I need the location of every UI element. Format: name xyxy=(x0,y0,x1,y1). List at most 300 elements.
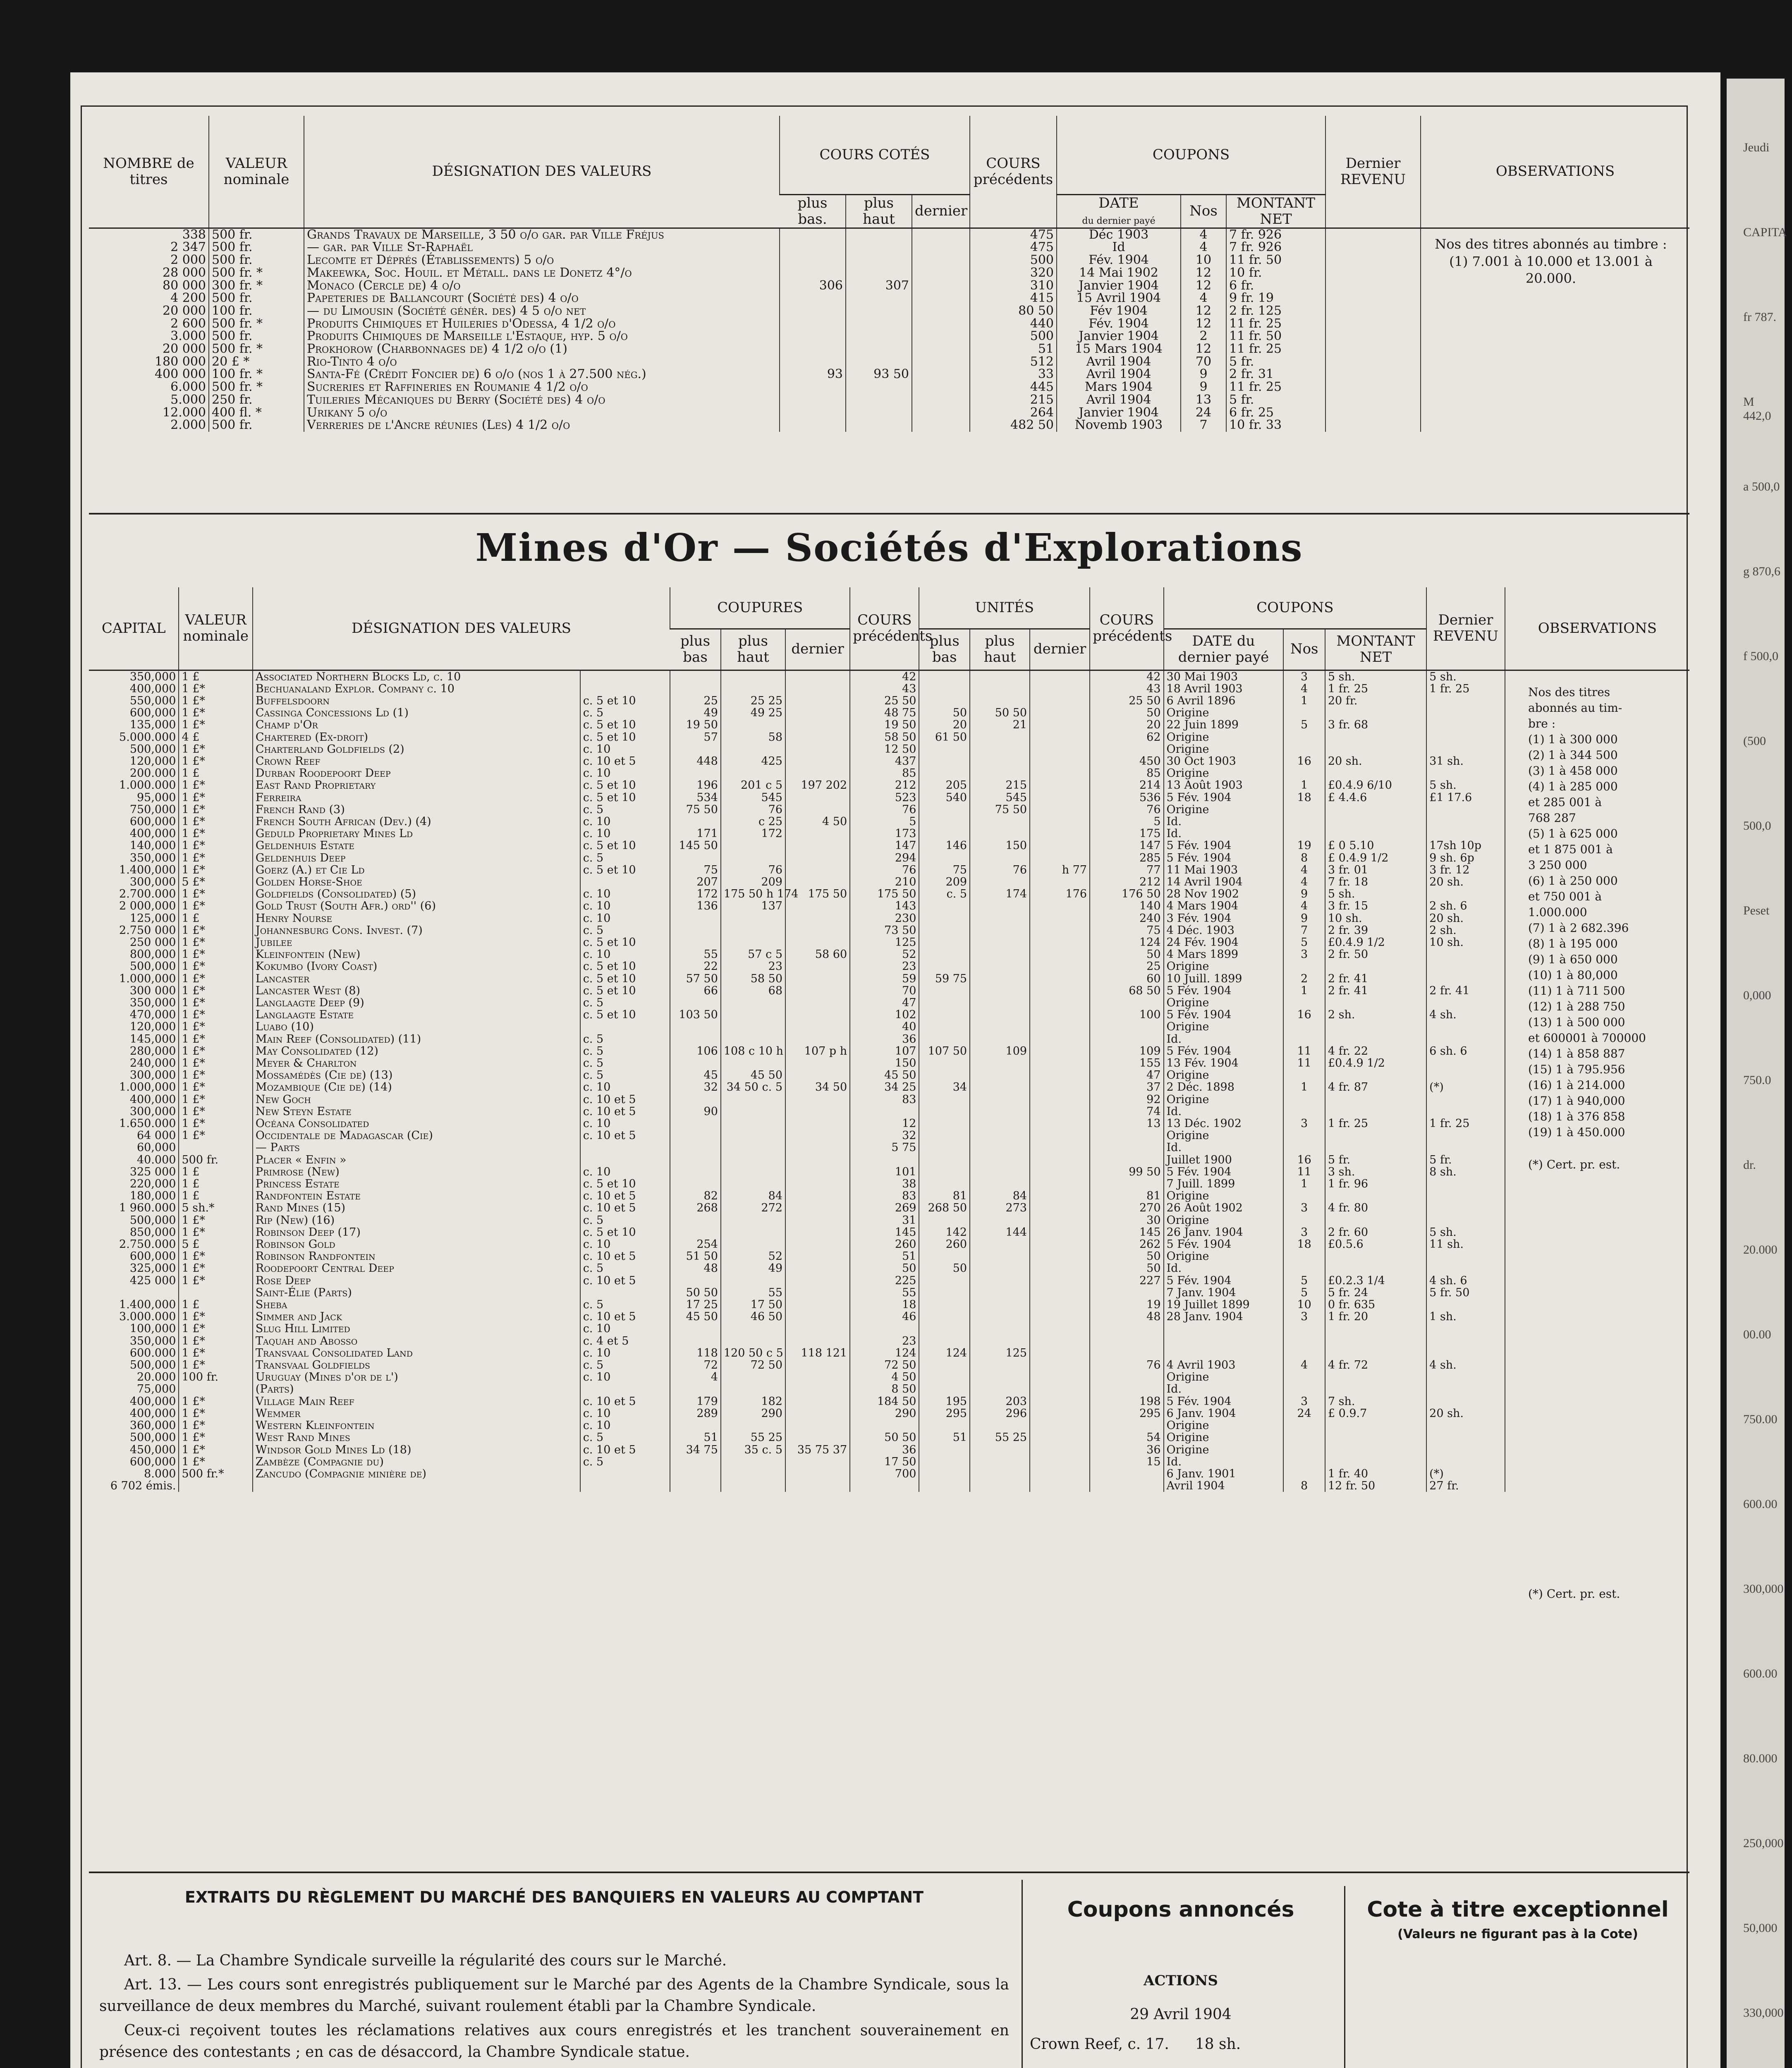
cell-revenu xyxy=(1426,997,1505,1009)
cell-plus-haut xyxy=(846,228,912,241)
cell-coupures-dernier xyxy=(785,1299,850,1311)
cell-valeur: 1 £* xyxy=(179,1262,252,1274)
cell-capital: 600,000 xyxy=(129,815,176,828)
cell-unites-plus-bas xyxy=(919,1299,970,1311)
cell-valeur: 1 £* xyxy=(179,900,252,912)
cell-revenu xyxy=(1325,381,1421,394)
cell-cours-precedents: 34 25 xyxy=(850,1081,919,1093)
cote-exceptionnel xyxy=(1352,1894,1683,1944)
cell-cours-precedents: 58 50 xyxy=(850,731,919,743)
cell-coupures-plus-bas: 103 50 xyxy=(670,1009,721,1021)
cell-unites-plus-bas xyxy=(919,1118,970,1130)
cell-coupures-plus-bas: 22 xyxy=(670,960,721,972)
cell-coupures-plus-bas: 136 xyxy=(670,900,721,912)
cell-designation: Taquah and Abosso xyxy=(253,1335,580,1347)
strip-word: 600.00 xyxy=(1743,1667,1778,1680)
cell-unites-dernier xyxy=(1030,912,1090,924)
table-row xyxy=(89,381,1689,394)
cell-cours-precedents: 225 xyxy=(850,1275,919,1287)
cell-designation: Geldenhuis Deep xyxy=(253,852,580,864)
cell-cours-precedents: 32 xyxy=(850,1130,919,1142)
cell-revenu xyxy=(1426,804,1505,816)
cell-montant: 7 fr. 18 xyxy=(1325,876,1426,888)
cell-cours-precedents-2 xyxy=(1090,1130,1163,1142)
cell-unites-plus-haut xyxy=(970,1383,1030,1395)
cell-revenu: 1 fr. 25 xyxy=(1426,683,1505,695)
cell-coupure-type: c. 10 xyxy=(580,828,670,840)
cell-montant: £ 4.4.6 xyxy=(1325,792,1426,804)
cell-unites-plus-haut xyxy=(970,1275,1030,1287)
cell-valeur: 1 £* xyxy=(179,936,252,948)
cell-cours-precedents-2: 227 xyxy=(1090,1275,1163,1287)
cell-valeur: 1 £* xyxy=(179,1118,252,1130)
cell-capital: 325 000 xyxy=(129,1165,176,1178)
cell-unites-plus-bas xyxy=(919,936,970,948)
cell-montant xyxy=(1325,997,1426,1009)
cell-date: 5 Fév. 1904 xyxy=(1164,1395,1284,1407)
cell-revenu xyxy=(1426,1057,1505,1069)
cell-designation: Kokumbo (Ivory Coast) xyxy=(253,960,580,972)
table-row xyxy=(89,1250,1689,1262)
strip-word: 300,000 xyxy=(1743,1582,1784,1596)
cell-unites-plus-bas xyxy=(919,767,970,779)
cell-revenu: 5 sh. xyxy=(1426,670,1505,683)
cell-unites-plus-haut: 84 xyxy=(970,1190,1030,1202)
table-row xyxy=(89,305,1689,318)
cell-capital: 400,000 xyxy=(129,1407,176,1420)
cell-plus-haut xyxy=(846,318,912,330)
cell-valeur: 1 £* xyxy=(179,1021,252,1033)
cell-observations xyxy=(1421,419,1689,432)
cell-coupure-type xyxy=(580,1287,670,1299)
cell-valeur: 1 £* xyxy=(179,840,252,852)
cell-cours-precedents-2: 99 50 xyxy=(1090,1166,1163,1178)
cell-plus-bas xyxy=(780,330,846,343)
cell-valeur: 1 £* xyxy=(179,924,252,936)
cell-designation: Goldfields (Consolidated) (5) xyxy=(253,888,580,900)
cell-date: Avril 1904 xyxy=(1057,394,1181,407)
cell-date: 11 Mai 1903 xyxy=(1164,864,1284,876)
cell-revenu: 4 sh. xyxy=(1426,1009,1505,1021)
table-row xyxy=(89,985,1689,997)
cell-designation: Cassinga Concessions Ld (1) xyxy=(253,707,580,719)
cell-date: Origine xyxy=(1164,1250,1284,1262)
cell-revenu: 6 sh. 6 xyxy=(1426,1045,1505,1057)
cell-coupure-type: c. 5 xyxy=(580,804,670,816)
cell-coupures-plus-bas: 90 xyxy=(670,1106,721,1118)
cell-capital: 400,000 xyxy=(129,1395,176,1408)
cell-date: 15 Avril 1904 xyxy=(1057,292,1181,305)
cell-no: 70 xyxy=(1181,356,1226,369)
cell-unites-plus-haut: 273 xyxy=(970,1202,1030,1214)
cell-date: Id. xyxy=(1164,1383,1284,1395)
table-row xyxy=(89,1468,1689,1480)
cell-coupure-type: c. 5 et 10 xyxy=(580,936,670,948)
cell-observations xyxy=(1421,292,1689,305)
cell-cours-precedents-2 xyxy=(1090,743,1163,755)
cell-capital: 280,000 xyxy=(129,1044,176,1058)
cell-revenu xyxy=(1426,1202,1505,1214)
cell-revenu xyxy=(1325,292,1421,305)
cell-unites-plus-bas: 20 xyxy=(919,719,970,731)
table-row xyxy=(89,1431,1689,1443)
cell-capital: 120,000 xyxy=(129,754,176,768)
cell-date: 5 Fév. 1904 xyxy=(1164,1238,1284,1250)
cell-coupures-plus-bas xyxy=(670,1094,721,1106)
cell-date: 5 Fév. 1904 xyxy=(1164,1166,1284,1178)
cell-valeur xyxy=(179,1287,252,1299)
cell-cours-precedents: 175 50 xyxy=(850,888,919,900)
cell-no xyxy=(1283,1190,1325,1202)
cell-unites-plus-bas: 124 xyxy=(919,1347,970,1359)
cell-cours-precedents: 8 50 xyxy=(850,1383,919,1395)
cell-date: Id. xyxy=(1164,1106,1284,1118)
cell-coupures-plus-bas xyxy=(670,1130,721,1142)
cell-coupures-plus-haut xyxy=(721,1178,785,1190)
cell-valeur: 1 £ xyxy=(179,1166,252,1178)
cell-coupures-dernier xyxy=(785,1311,850,1323)
cell-coupures-plus-bas: 17 25 xyxy=(670,1299,721,1311)
cell-valeur: 1 £* xyxy=(179,1226,252,1238)
coupons-annonces xyxy=(1030,1894,1332,2055)
cell-coupures-plus-haut xyxy=(721,1214,785,1226)
cell-valeur: 1 £* xyxy=(179,1419,252,1431)
cell-unites-plus-haut xyxy=(970,1057,1030,1069)
cell-cours-precedents-2 xyxy=(1090,1468,1163,1480)
cell-coupures-plus-haut: 182 xyxy=(721,1395,785,1407)
cell-no: 19 xyxy=(1283,840,1325,852)
cell-valeur: 500 fr. xyxy=(209,228,304,241)
cell-no: 24 xyxy=(1283,1407,1325,1419)
cell-coupure-type: c. 5 xyxy=(580,924,670,936)
observation-line: (5) 1 à 625 000 xyxy=(1528,827,1618,840)
cell-no: 13 xyxy=(1181,394,1226,407)
table-row xyxy=(89,1359,1689,1371)
cell-no: 12 xyxy=(1181,305,1226,318)
cell-montant: 11 fr. 25 xyxy=(1226,381,1325,394)
cell-cours-precedents: 36 xyxy=(850,1033,919,1045)
cell-valeur: 1 £* xyxy=(179,888,252,900)
cell-unites-plus-haut xyxy=(970,1468,1030,1480)
cell-coupure-type xyxy=(580,1468,670,1480)
cell-nombre: 20 000 xyxy=(163,342,206,357)
cell-nombre: 4 200 xyxy=(170,291,206,306)
cell-coupures-dernier xyxy=(785,1287,850,1299)
reglement-block xyxy=(99,1886,1009,2068)
table-row xyxy=(89,1238,1689,1250)
cell-coupures-plus-bas xyxy=(670,1323,721,1335)
cell-coupures-dernier xyxy=(785,804,850,816)
cell-dernier xyxy=(912,292,970,305)
cell-unites-plus-haut xyxy=(970,1009,1030,1021)
cell-no xyxy=(1283,1106,1325,1118)
cell-cours-precedents-2: 5 xyxy=(1090,816,1163,828)
cell-capital: 400,000 xyxy=(129,682,176,695)
cell-unites-plus-haut xyxy=(970,1456,1030,1468)
cell-unites-plus-bas xyxy=(919,670,970,683)
cell-revenu xyxy=(1426,1347,1505,1359)
cell-capital: 2.700.000 xyxy=(119,888,176,901)
cell-coupures-dernier xyxy=(785,1094,850,1106)
cell-cours-precedents: 51 xyxy=(850,1250,919,1262)
cell-plus-bas xyxy=(780,241,846,254)
cell-date: Avril 1904 xyxy=(1057,356,1181,369)
cell-cours-precedents: 320 xyxy=(970,267,1057,280)
cell-unites-plus-bas xyxy=(919,1106,970,1118)
cell-unites-plus-haut xyxy=(970,1444,1030,1456)
cell-montant: 0 fr. 635 xyxy=(1325,1299,1426,1311)
observation-line: (2) 1 à 344 500 xyxy=(1528,748,1618,762)
cell-valeur: 1 £* xyxy=(179,792,252,804)
table-row xyxy=(89,1202,1689,1214)
cell-designation: Rand Mines (15) xyxy=(253,1202,580,1214)
cell-valeur: 1 £* xyxy=(179,1444,252,1456)
observation-line: et 1 875 001 à xyxy=(1528,843,1613,856)
cell-date: Origine xyxy=(1164,1069,1284,1081)
cell-unites-plus-bas xyxy=(919,1371,970,1383)
cell-valeur: 5 sh.* xyxy=(179,1202,252,1214)
cell-cours-precedents: 173 xyxy=(850,828,919,840)
cell-montant: 20 fr. xyxy=(1325,695,1426,707)
cell-cours-precedents: 700 xyxy=(850,1468,919,1480)
cell-montant xyxy=(1325,1021,1426,1033)
cell-revenu xyxy=(1426,828,1505,840)
cell-unites-dernier xyxy=(1030,1069,1090,1081)
cell-coupures-dernier: 107 p h xyxy=(785,1045,850,1057)
cell-cours-precedents: 23 xyxy=(850,960,919,972)
cell-coupures-dernier xyxy=(785,1468,850,1480)
cell-montant xyxy=(1325,1214,1426,1226)
cell-capital: 1.000.000 xyxy=(119,779,176,792)
cell-cours-precedents: 33 xyxy=(970,368,1057,381)
strip-word: 80.000 xyxy=(1743,1752,1778,1765)
cell-revenu xyxy=(1426,695,1505,707)
cell-cours-precedents: 46 xyxy=(850,1311,919,1323)
cell-no: 1 xyxy=(1283,779,1325,791)
cell-designation: Langlaagte Deep (9) xyxy=(253,997,580,1009)
cell-cours-precedents: 500 xyxy=(970,254,1057,267)
header-valeur-nominale: VALEUR nominale xyxy=(179,587,252,670)
cell-capital: 350,000 xyxy=(129,1334,176,1348)
cell-unites-dernier xyxy=(1030,683,1090,695)
observation-line: Nos des titres xyxy=(1528,685,1610,699)
cell-designation: French Rand (3) xyxy=(253,804,580,816)
cell-coupures-dernier xyxy=(785,1190,850,1202)
cell-cours-precedents: 215 xyxy=(970,394,1057,407)
cell-coupures-dernier xyxy=(785,985,850,997)
cell-nombre: 5.000 xyxy=(170,392,206,407)
cell-unites-plus-haut xyxy=(970,1238,1030,1250)
cell-plus-haut xyxy=(846,330,912,343)
cell-dernier xyxy=(912,394,970,407)
cell-coupures-plus-haut: 23 xyxy=(721,960,785,972)
cell-coupures-plus-haut: 49 25 xyxy=(721,707,785,719)
cell-plus-haut: 307 xyxy=(846,280,912,292)
table-row xyxy=(89,683,1689,695)
table-row xyxy=(89,1033,1689,1045)
cell-date: Novemb 1903 xyxy=(1057,419,1181,432)
cell-unites-dernier xyxy=(1030,852,1090,864)
cell-no xyxy=(1283,731,1325,743)
header-montant: MONTANT NET xyxy=(1325,629,1426,670)
cell-date: 18 Avril 1903 xyxy=(1164,683,1284,695)
cell-no xyxy=(1283,816,1325,828)
cell-coupures-dernier xyxy=(785,1069,850,1081)
cell-designation: Johannesburg Cons. Invest. (7) xyxy=(253,924,580,936)
cell-capital: 850,000 xyxy=(129,1225,176,1239)
cell-no: 4 xyxy=(1283,864,1325,876)
cell-coupures-plus-haut: 172 xyxy=(721,828,785,840)
cell-montant: 1 fr. 25 xyxy=(1325,683,1426,695)
cell-coupure-type: c. 10 xyxy=(580,1419,670,1431)
cell-valeur: 500 fr. xyxy=(179,1154,252,1166)
cell-montant xyxy=(1325,1033,1426,1045)
cell-revenu xyxy=(1426,1033,1505,1045)
cell-designation: West Rand Mines xyxy=(253,1431,580,1443)
cell-unites-plus-bas xyxy=(919,755,970,767)
header-no: Nos xyxy=(1283,629,1325,670)
cell-valeur: 1 £* xyxy=(179,852,252,864)
cell-montant xyxy=(1325,1106,1426,1118)
cell-revenu xyxy=(1325,394,1421,407)
cell-date: 3 Fév. 1904 xyxy=(1164,912,1284,924)
cell-valeur: 1 £* xyxy=(179,997,252,1009)
cell-designation: French South African (Dev.) (4) xyxy=(253,816,580,828)
cell-coupures-plus-bas xyxy=(670,1154,721,1166)
cell-montant xyxy=(1325,1130,1426,1142)
cell-designation: Randfontein Estate xyxy=(253,1190,580,1202)
cell-coupures-plus-haut xyxy=(721,1371,785,1383)
cell-unites-dernier xyxy=(1030,1190,1090,1202)
table-row xyxy=(89,1335,1689,1347)
cell-capital: 450,000 xyxy=(129,1443,176,1456)
cell-date: Avril 1904 xyxy=(1057,368,1181,381)
section-rule-2 xyxy=(89,1872,1689,1873)
header-unites: UNITÉS xyxy=(919,587,1090,629)
cell-cours-precedents-2 xyxy=(1090,1154,1163,1166)
cell-date: 13 Août 1903 xyxy=(1164,779,1284,791)
cell-cours-precedents: 294 xyxy=(850,852,919,864)
cell-revenu xyxy=(1325,241,1421,254)
cell-capital: 350,000 xyxy=(129,851,176,864)
cell-date: Avril 1904 xyxy=(1164,1480,1284,1492)
cell-coupures-dernier xyxy=(785,731,850,743)
cell-dernier xyxy=(912,318,970,330)
cell-valeur: 1 £ xyxy=(179,1190,252,1202)
cell-cours-precedents: 445 xyxy=(970,381,1057,394)
table-row xyxy=(89,888,1689,900)
cell-capital: 600,000 xyxy=(129,706,176,720)
cell-unites-plus-haut: 150 xyxy=(970,840,1030,852)
cell-capital: 64 000 xyxy=(136,1129,176,1142)
cell-designation: Buffelsdoorn xyxy=(253,695,580,707)
cell-coupures-plus-haut xyxy=(721,1275,785,1287)
cell-unites-dernier xyxy=(1030,707,1090,719)
cell-unites-dernier xyxy=(1030,1106,1090,1118)
cell-coupure-type xyxy=(580,1480,670,1492)
cell-no: 3 xyxy=(1283,1311,1325,1323)
cell-capital: 325,000 xyxy=(129,1262,176,1275)
cell-designation: New Steyn Estate xyxy=(253,1106,580,1118)
cell-coupures-plus-haut xyxy=(721,1009,785,1021)
cell-nombre: 6.000 xyxy=(170,380,206,395)
cell-observations xyxy=(1421,381,1689,394)
cell-designation: Prokhorow (Charbonnages de) 4 1/2 o/o (1) xyxy=(304,343,780,356)
cell-coupure-type: c. 10 et 5 xyxy=(580,1275,670,1287)
cell-coupures-plus-haut: 76 xyxy=(721,804,785,816)
cell-unites-plus-haut: 21 xyxy=(970,719,1030,731)
cell-nombre: 20 000 xyxy=(163,303,206,318)
cell-plus-bas xyxy=(780,394,846,407)
cell-dernier xyxy=(912,280,970,292)
cell-cours-precedents: 70 xyxy=(850,985,919,997)
table-row xyxy=(89,816,1689,828)
cell-revenu: 2 sh. 6 xyxy=(1426,900,1505,912)
cell-coupures-plus-bas: 45 50 xyxy=(670,1311,721,1323)
strip-word: 250,000 xyxy=(1743,1836,1784,1850)
cell-no xyxy=(1283,1323,1325,1335)
cell-coupures-dernier xyxy=(785,1118,850,1130)
cell-unites-plus-haut xyxy=(970,1335,1030,1347)
header-observations: OBSERVATIONS xyxy=(1505,587,1689,670)
cell-no xyxy=(1283,960,1325,972)
cell-coupures-plus-haut xyxy=(721,936,785,948)
cell-cours-precedents: 290 xyxy=(850,1407,919,1419)
cell-unites-dernier xyxy=(1030,731,1090,743)
cell-cours-precedents: 25 50 xyxy=(850,695,919,707)
cell-date: Fév. 1904 xyxy=(1057,318,1181,330)
cell-capital: 1.650.000 xyxy=(119,1117,176,1130)
cell-unites-dernier xyxy=(1030,1214,1090,1226)
cell-coupures-dernier xyxy=(785,973,850,985)
cell-coupures-plus-haut xyxy=(721,683,785,695)
cell-unites-plus-haut xyxy=(970,670,1030,683)
table-row xyxy=(89,1081,1689,1093)
cell-revenu xyxy=(1426,1214,1505,1226)
cell-valeur: 500 fr. xyxy=(209,292,304,305)
cell-designation: — gar. par Ville St-Raphaël xyxy=(304,241,780,254)
cell-no xyxy=(1283,1419,1325,1431)
cell-date: Origine xyxy=(1164,1371,1284,1383)
header-coupons: COUPONS xyxy=(1164,587,1427,629)
cell-unites-dernier xyxy=(1030,1407,1090,1419)
cell-revenu: 2 fr. 41 xyxy=(1426,985,1505,997)
cell-coupures-dernier xyxy=(785,1371,850,1383)
cell-coupures-plus-bas: 32 xyxy=(670,1081,721,1093)
cell-montant: 1 fr. 25 xyxy=(1325,1118,1426,1130)
cell-designation: New Goch xyxy=(253,1094,580,1106)
cell-valeur: 100 fr. xyxy=(179,1371,252,1383)
cell-coupures-plus-haut: 108 c 10 h xyxy=(721,1045,785,1057)
cell-no: 11 xyxy=(1283,1166,1325,1178)
cell-date: Id. xyxy=(1164,1262,1284,1274)
cell-capital: 500,000 xyxy=(129,1214,176,1227)
cell-coupures-plus-haut xyxy=(721,767,785,779)
cell-valeur: 1 £ xyxy=(179,912,252,924)
observation-line: (9) 1 à 650 000 xyxy=(1528,953,1618,966)
cell-coupures-dernier: 35 75 37 xyxy=(785,1444,850,1456)
cell-cours-precedents-2: 140 xyxy=(1090,900,1163,912)
cell-revenu xyxy=(1426,960,1505,972)
cell-montant: 3 fr. 15 xyxy=(1325,900,1426,912)
cell-capital: 1.400,000 xyxy=(119,1298,176,1312)
cell-unites-plus-haut xyxy=(970,1287,1030,1299)
coupons-annonces-line: Crown Reef, c. 17. 18 sh. xyxy=(1030,2035,1241,2053)
cell-date: Origine xyxy=(1164,1021,1284,1033)
cell-no: 11 xyxy=(1283,1045,1325,1057)
observation-cert: (*) Cert. pr. est. xyxy=(1528,1158,1620,1171)
cell-valeur: 1 £ xyxy=(179,1299,252,1311)
